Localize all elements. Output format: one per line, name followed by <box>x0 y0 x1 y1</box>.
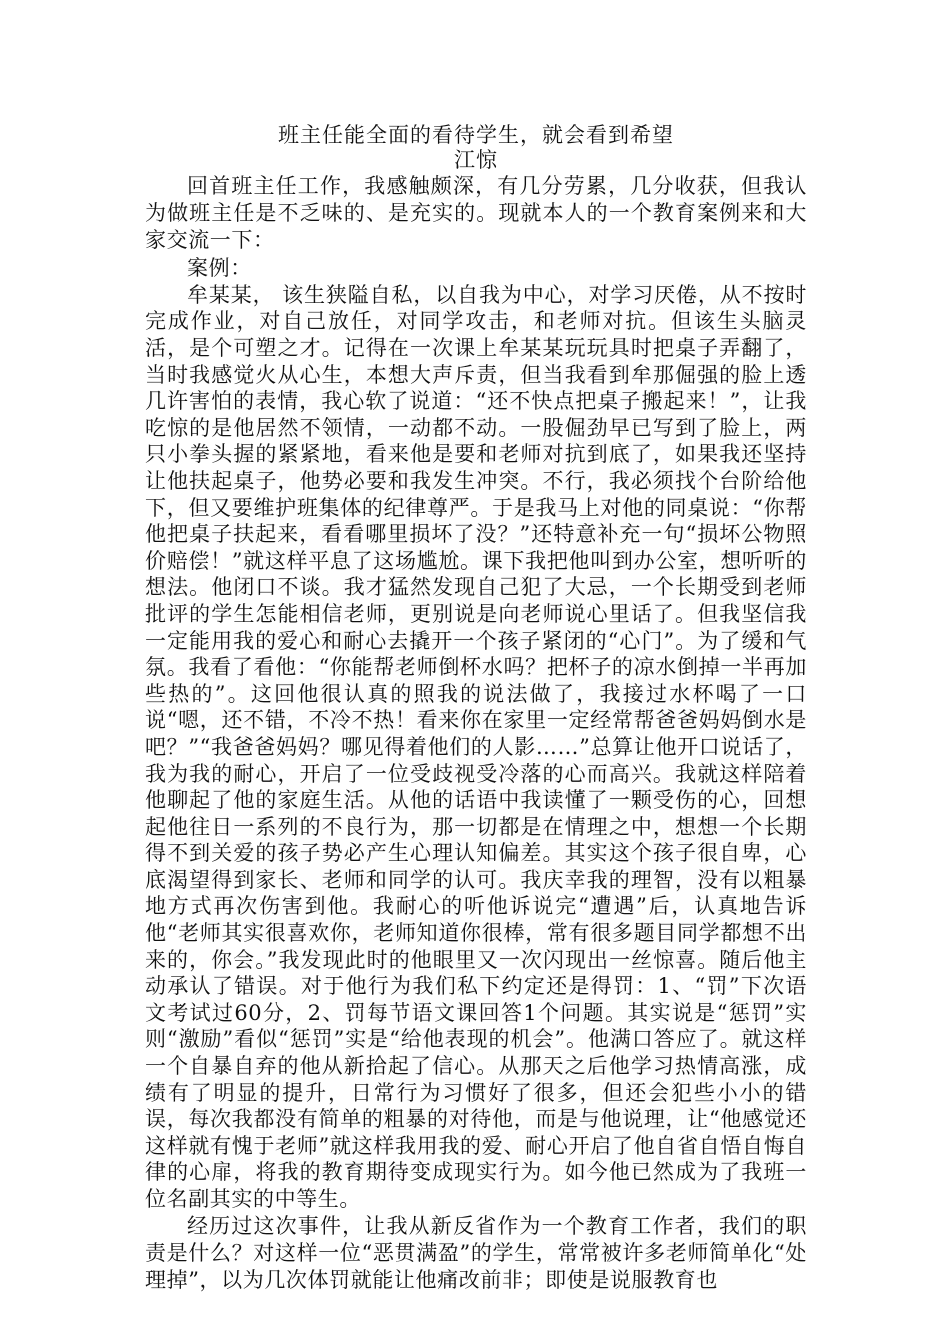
document-author: 江惊 <box>454 148 498 172</box>
intro-paragraph: 回首班主任工作，我感触颇深，有几分劳累，几分收获，但我认为做班主任是不乏味的、是充实的。现就本人的一个教育案例来和大家交流一下： <box>145 174 807 253</box>
document-title: 班主任能全面的看待学生，就会看到希望 <box>278 123 674 147</box>
reflection-paragraph: 经历过这次事件，让我从新反省作为一个教育工作者，我们的职责是什么？对这样一位“恶贯满盈”的学生，常常被许多老师简单化“处理掉”，以为几次体罚就能让他痛改前非；即使是说服教育也 <box>145 1213 807 1292</box>
case-label: 案例： <box>187 255 252 280</box>
document-page <box>145 123 807 1294</box>
case-paragraph: 牟某某， 该生狭隘自私，以自我为中心，对学习厌倦，从不按时完成作业，对自己放任，对同学攻击，和老师对抗。但该生头脑灵活，是个可塑之才。记得在一次课上牟某某玩玩具时把桌子弄翻了，当时我感觉火从心生，本想大声斥责，但当我看到牟那倔强的脸上透几许害怕的表情，我心软了说道：“还不快点把桌子搬起来！”，让我吃惊的是他居然不领情，一动都不动。一股倔劲早已写到了脸上，两只小拳头握的紧紧地，看来他是要和老师对抗到底了，如果我还坚持让他扶起桌子，他势必要和我发生冲突。不行，我必须找个台阶给他下，但又要维护班集体的纪律尊严。于是我马上对他的同桌说：“你帮他把桌子扶起来，看看哪里损坏了没？”还特意补充一句“损坏公物照价赔偿！”就这样平息了这场尴尬。课下我把他叫到办公室，想听听的想法。他闭口不谈。我才猛然发现自己犯了大忌，一个长期受到老师批评的学生怎能相信老师，更别说是向老师说心里话了。但我坚信我一定能用我的爱心和耐心去撬开一个孩子紧闭的“心门”。为了缓和气氛。我看了看他：“你能帮老师倒杯水吗？把杯子的凉水倒掉一半再加些热的”。这回他很认真的照我的说法做了，我接过水杯喝了一口说“嗯，还不错，不冷不热！看来你在家里一定经常帮爸爸妈妈倒水是吧？”“我爸爸妈妈？哪见得着他们的人影……”总算让他开口说话了，我为我的耐心，开启了一位受歧视受冷落的心而高兴。我就这样陪着他聊起了他的家庭生活。从他的话语中我读懂了一颗受伤的心，回想起他往日一系列的不良行为，那一切都是在情理之中，想想一个长期得不到关爱的孩子势必产生心理认知偏差。其实这个孩子很自卑，心底渴望得到家长、老师和同学的认可。我庆幸我的理智，没有以粗暴地方式再次伤害到他。我耐心的听他诉说完“遭遇”后，认真地告诉他“老师其实很喜欢你，老师知道你很棒，常有很多题目同学都想不出来的，你会。”我发现此时的他眼里又一次闪现出一丝惊喜。随后他主动承认了错误。对于他行为我们私下约定还是得罚：1、“罚”下次语文考试过60分，2、罚每节语文课回答1个问题。其实说是“惩罚”实则“激励”看似“惩罚”实是“给他表现的机会”。他满口答应了。就这样一个自暴自弃的他从新拾起了信心。从那天之后他学习热情高涨，成绩有了明显的提升，日常行为习惯好了很多，但还会犯些小小的错误，每次我都没有简单的粗暴的对待他，而是与他说理，让“他感觉还这样就有愧于老师”就这样我用我的爱、耐心开启了他自省自悟自悔自律的心扉，将我的教育期待变成现实行为。如今他已然成为了我班一位名副其实的中等生。 <box>145 282 807 1211</box>
